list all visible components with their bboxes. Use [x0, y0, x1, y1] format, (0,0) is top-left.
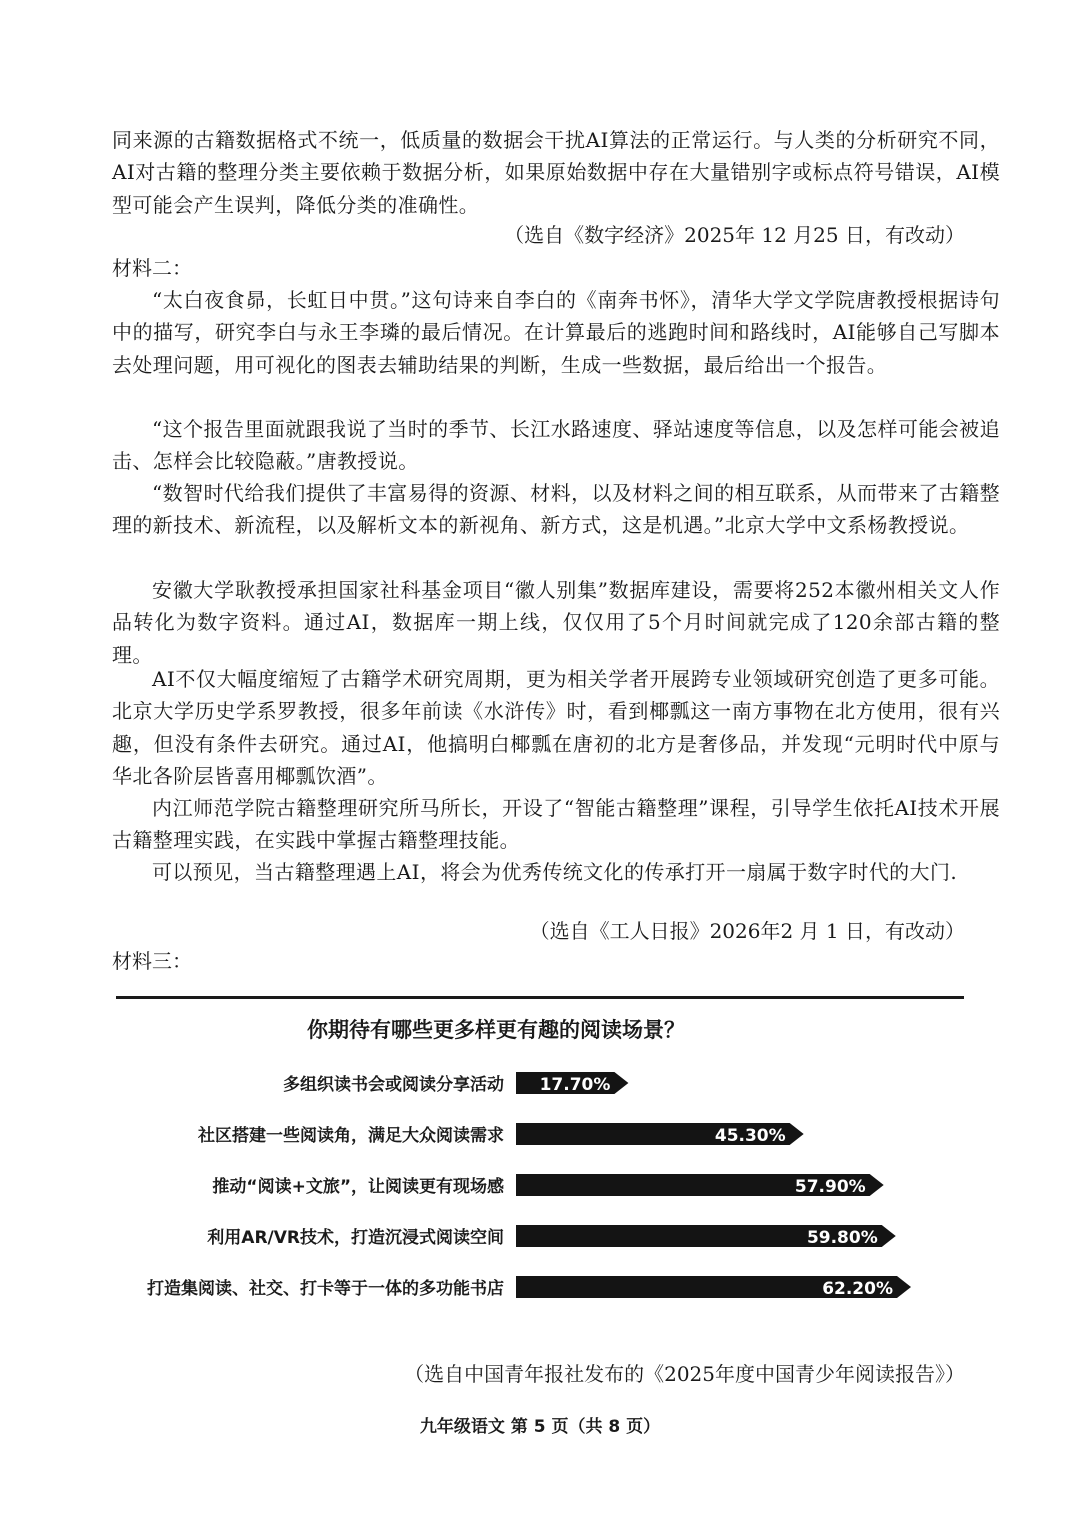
- material3-heading: 材料三：: [112, 949, 192, 973]
- chart-category-label: 推动“阅读+文旅”，让阅读更有现场感: [212, 1177, 504, 1197]
- material2-source: （选自《工人日报》2026年2 月 1 日，有改动）: [529, 919, 965, 943]
- chart-value-label: 62.20%: [822, 1279, 893, 1299]
- reading-scene-chart: [116, 996, 964, 1326]
- material2-paragraph-2: “这个报告里面就跟我说了当时的季节、长江水路速度、驿站速度等信息，以及怎样可能会被追击、怎样会比较隐蔽。”唐教授说。: [112, 417, 1000, 474]
- material2-paragraph-5: AI不仅大幅度缩短了古籍学术研究周期，更为相关学者开展跨专业领域研究创造了更多可能。北京大学历史学系罗教授，很多年前读《水浒传》时，看到椰瓢这一南方事物在北方使用，很有兴趣，但没有条件去研究。通过AI，他搞明白椰瓢在唐初的北方是奢侈品，并发现“元明时代中原与华北各阶层皆喜用椰瓢饮酒”。: [112, 667, 1000, 788]
- chart-value-label: 17.70%: [539, 1075, 611, 1095]
- material1-source: （选自《数字经济》2025年 12 月25 日，有改动）: [504, 223, 965, 247]
- chart-canvas: [116, 996, 964, 1326]
- chart-value-label: 57.90%: [794, 1177, 866, 1197]
- chart-value-label: 45.30%: [714, 1126, 786, 1146]
- chart-category-label: 多组织读书会或阅读分享活动: [283, 1075, 504, 1095]
- material2-paragraph-1: “太白夜食昴，长虹日中贯。”这句诗来自李白的《南奔书怀》，清华大学文学院唐教授根据诗句中的描写，研究李白与永王李璘的最后情况。在计算最后的逃跑时间和路线时，AI能够自己写脚本去处理问题，用可视化的图表去辅助结果的判断，生成一些数据，最后给出一个报告。: [112, 288, 1000, 377]
- material2-heading: 材料二：: [112, 256, 192, 280]
- page-footer: 九年级语文 第 5 页（共 8 页）: [419, 1417, 661, 1437]
- material2-paragraph-4: 安徽大学耿教授承担国家社科基金项目“徽人别集”数据库建设，需要将252本徽州相关文人作品转化为数字资料。通过AI，数据库一期上线，仅仅用了5个月时间就完成了120余部古籍的整理。: [112, 578, 1000, 667]
- chart-category-label: 社区搭建一些阅读角，满足大众阅读需求: [198, 1126, 504, 1146]
- material1-tail-paragraph: 同来源的古籍数据格式不统一，低质量的数据会干扰AI算法的正常运行。与人类的分析研究不同，AI对古籍的整理分类主要依赖于数据分析，如果原始数据中存在大量错别字或标点符号错误，AI模型可能会产生误判，降低分类的准确性。: [112, 128, 1000, 217]
- chart-source: （选自中国青年报社发布的《2025年度中国青少年阅读报告》）: [404, 1362, 965, 1386]
- chart-value-label: 59.80%: [806, 1228, 878, 1248]
- material2-paragraph-7: 可以预见，当古籍整理遇上AI，将会为优秀传统文化的传承打开一扇属于数字时代的大门.: [152, 860, 958, 884]
- material2-paragraph-3: “数智时代给我们提供了丰富易得的资源、材料，以及材料之间的相互联系，从而带来了古籍整理的新技术、新流程，以及解析文本的新视角、新方式，这是机遇。”北京大学中文系杨教授说。: [112, 481, 1000, 538]
- chart-title: 你期待有哪些更多样更有趣的阅读场景？: [307, 1018, 685, 1042]
- chart-category-label: 利用AR/VR技术，打造沉浸式阅读空间: [207, 1228, 504, 1248]
- chart-category-label: 打造集阅读、社交、打卡等于一体的多功能书店: [147, 1279, 504, 1299]
- material2-paragraph-6: 内江师范学院古籍整理研究所马所长，开设了“智能古籍整理”课程，引导学生依托AI技术开展古籍整理实践，在实践中掌握古籍整理技能。: [112, 796, 1000, 853]
